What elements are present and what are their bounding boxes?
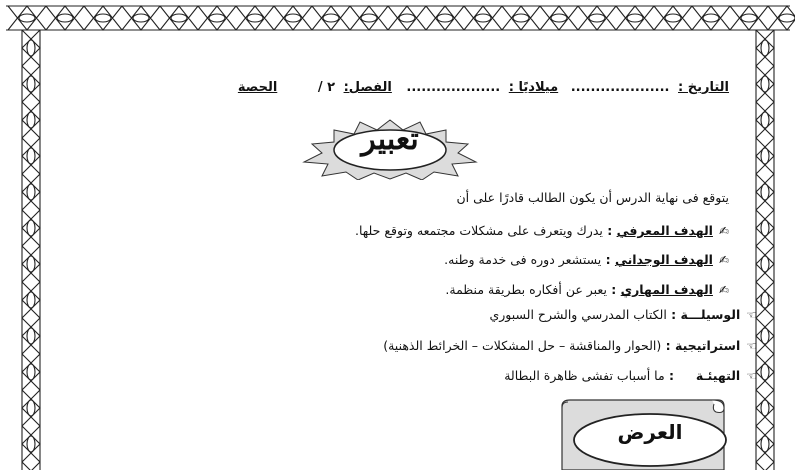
page-title: تعبير: [361, 122, 419, 157]
objective-text: يستشعر دوره فى خدمة وطنه.: [444, 252, 602, 267]
resource-text: (الحوار والمناقشة – حل المشكلات – الخرائط الذهنية): [383, 338, 662, 353]
pointing-hand-icon: ☜: [746, 308, 757, 322]
resource-text: ما أسباب تفشى ظاهرة البطالة: [504, 368, 665, 383]
objective-text: يدرك ويتعرف على مشكلات مجتمعه وتوقع حلها.: [354, 223, 603, 238]
period-label: الحصة: [237, 80, 278, 95]
writing-hand-icon: ✍: [718, 224, 729, 238]
objective-skill: [445, 281, 729, 299]
intro-text: يتوقع فى نهاية الدرس أن يكون الطالب قادرًا على أن: [456, 190, 729, 205]
date-value: ....................: [570, 80, 670, 95]
resource-separator: :: [661, 338, 675, 353]
resource-label: التهيئـة: [695, 368, 741, 383]
section-heading: العرض: [617, 420, 683, 444]
objective-text: يعبر عن أفكاره بطريقة منظمة.: [445, 282, 607, 297]
objective-affective: [444, 251, 729, 269]
objective-label: الهدف المهاري: [620, 282, 713, 297]
resource-tools: [489, 306, 757, 324]
calendar-label: ميلاديًا :: [508, 80, 559, 95]
objective-label: الهدف المعرفي: [616, 223, 713, 238]
resource-separator: :: [666, 307, 681, 322]
objective-knowledge: [355, 222, 729, 240]
resource-separator: :: [664, 368, 696, 383]
semester-label: الفصل:: [343, 80, 392, 95]
semester-value: ٢ /: [317, 80, 336, 95]
pointing-hand-icon: ☜: [746, 369, 757, 383]
resource-text: الكتاب المدرسي والشرح السبوري: [489, 307, 667, 322]
writing-hand-icon: ✍: [718, 283, 729, 297]
resource-warmup: [504, 367, 757, 385]
pointing-hand-icon: ☜: [746, 339, 757, 353]
objective-separator: :: [601, 252, 615, 267]
resource-label: استراتيجية: [675, 338, 741, 353]
resource-strategy: [383, 337, 757, 355]
objective-separator: :: [606, 282, 621, 297]
objective-separator: :: [602, 223, 617, 238]
calendar-value: ...................: [406, 80, 501, 95]
writing-hand-icon: ✍: [718, 253, 729, 267]
resource-label: الوسيلـــة: [680, 307, 741, 322]
date-label: التاريخ :: [678, 80, 729, 95]
lesson-header: [238, 80, 729, 95]
objective-label: الهدف الوجداني: [614, 252, 713, 267]
